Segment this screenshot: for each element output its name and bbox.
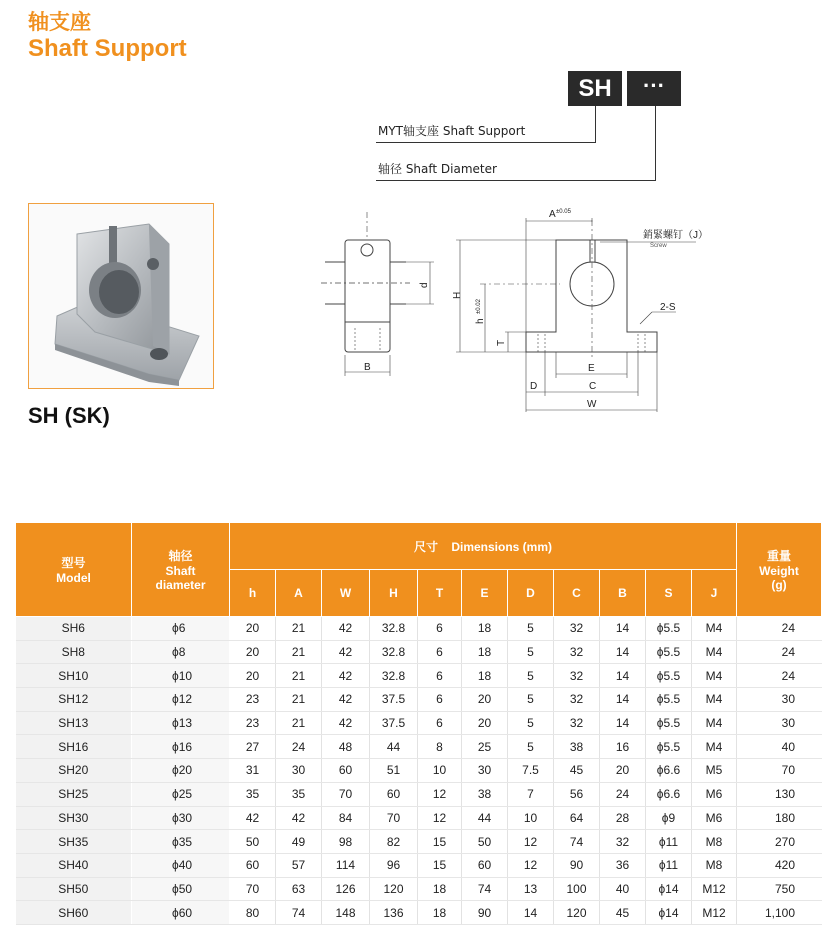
- cell-b: 32: [600, 830, 646, 854]
- cell-shaft-diameter: ϕ12: [132, 688, 230, 712]
- cell-h: 120: [370, 877, 418, 901]
- cell-c: 45: [554, 759, 600, 783]
- cell-weight: 180: [737, 806, 822, 830]
- cell-s: ϕ5.5: [646, 640, 692, 664]
- cell-h: 60: [230, 853, 276, 877]
- cell-w: 42: [322, 640, 370, 664]
- cell-d: 7.5: [508, 759, 554, 783]
- label-E: E: [588, 363, 595, 374]
- cell-shaft-diameter: ϕ35: [132, 830, 230, 854]
- cell-b: 14: [600, 664, 646, 688]
- cell-h: 96: [370, 853, 418, 877]
- cell-w: 60: [322, 759, 370, 783]
- cell-e: 25: [462, 735, 508, 759]
- table-row: [16, 711, 822, 735]
- header-dims-en: Dimensions (mm): [451, 539, 553, 554]
- cell-t: 6: [418, 688, 462, 712]
- header-model-cn: 型号: [61, 556, 86, 570]
- label-h: h: [475, 318, 486, 324]
- cell-c: 120: [554, 901, 600, 925]
- cell-h: 27: [230, 735, 276, 759]
- cell-e: 20: [462, 711, 508, 735]
- cell-weight: 270: [737, 830, 822, 854]
- cell-h: 37.5: [370, 688, 418, 712]
- code-line-dia-vertical: [655, 106, 656, 181]
- cell-weight: 30: [737, 711, 822, 735]
- cell-model: SH60: [16, 901, 132, 925]
- cell-j: M8: [692, 853, 737, 877]
- cell-w: 48: [322, 735, 370, 759]
- label-screw: Screw: [650, 243, 667, 249]
- cell-h: 37.5: [370, 711, 418, 735]
- cell-b: 40: [600, 877, 646, 901]
- cell-d: 5: [508, 617, 554, 641]
- cell-t: 12: [418, 806, 462, 830]
- cell-d: 5: [508, 664, 554, 688]
- cell-weight: 130: [737, 782, 822, 806]
- cell-e: 90: [462, 901, 508, 925]
- cell-h: 20: [230, 617, 276, 641]
- product-photo: [28, 203, 214, 389]
- label-C: C: [589, 381, 597, 392]
- header-model-en: Model: [56, 571, 91, 585]
- label-S: 2-S: [660, 302, 676, 313]
- model-code-suffix: ···: [627, 71, 681, 106]
- header-shaft-cn: 轴径: [168, 549, 193, 563]
- cell-model: SH35: [16, 830, 132, 854]
- cell-h: 50: [230, 830, 276, 854]
- table-row: [16, 664, 822, 688]
- cell-h: 32.8: [370, 664, 418, 688]
- code-line-type-vertical: [595, 106, 596, 143]
- cell-h: 20: [230, 664, 276, 688]
- table-row: [16, 640, 822, 664]
- cell-c: 32: [554, 617, 600, 641]
- cell-e: 50: [462, 830, 508, 854]
- cell-h: 42: [230, 806, 276, 830]
- cell-j: M8: [692, 830, 737, 854]
- cell-j: M4: [692, 617, 737, 641]
- cell-a: 21: [276, 711, 322, 735]
- header-shaft: [132, 523, 230, 617]
- label-B: B: [364, 362, 371, 373]
- cell-w: 84: [322, 806, 370, 830]
- header-dim-d: D: [508, 570, 554, 617]
- cell-b: 14: [600, 711, 646, 735]
- cell-weight: 24: [737, 640, 822, 664]
- cell-d: 5: [508, 688, 554, 712]
- cell-a: 49: [276, 830, 322, 854]
- cell-j: M12: [692, 901, 737, 925]
- cell-d: 10: [508, 806, 554, 830]
- cell-a: 21: [276, 664, 322, 688]
- table-row: [16, 806, 822, 830]
- header-dims-cn: 尺寸: [413, 539, 438, 554]
- cell-c: 32: [554, 664, 600, 688]
- header-dim-b: B: [600, 570, 646, 617]
- cell-t: 6: [418, 617, 462, 641]
- cell-a: 35: [276, 782, 322, 806]
- page-title-cn: 轴支座: [28, 10, 91, 34]
- cell-h: 80: [230, 901, 276, 925]
- cell-d: 14: [508, 901, 554, 925]
- header-dim-h: h: [230, 570, 276, 617]
- cell-model: SH25: [16, 782, 132, 806]
- cell-w: 114: [322, 853, 370, 877]
- table-row: [16, 782, 822, 806]
- cell-h: 82: [370, 830, 418, 854]
- cell-j: M4: [692, 640, 737, 664]
- cell-j: M4: [692, 664, 737, 688]
- cell-e: 20: [462, 688, 508, 712]
- cell-h: 44: [370, 735, 418, 759]
- cell-model: SH16: [16, 735, 132, 759]
- cell-s: ϕ6.6: [646, 782, 692, 806]
- cell-b: 24: [600, 782, 646, 806]
- cell-s: ϕ5.5: [646, 711, 692, 735]
- cell-a: 42: [276, 806, 322, 830]
- cell-a: 21: [276, 688, 322, 712]
- cell-w: 42: [322, 711, 370, 735]
- cell-e: 18: [462, 664, 508, 688]
- cell-s: ϕ5.5: [646, 735, 692, 759]
- cell-b: 45: [600, 901, 646, 925]
- cell-weight: 24: [737, 617, 822, 641]
- cell-h: 60: [370, 782, 418, 806]
- cell-h: 23: [230, 711, 276, 735]
- cell-b: 14: [600, 688, 646, 712]
- cell-a: 21: [276, 640, 322, 664]
- cell-j: M4: [692, 711, 737, 735]
- cell-shaft-diameter: ϕ40: [132, 853, 230, 877]
- cell-a: 21: [276, 617, 322, 641]
- cell-b: 36: [600, 853, 646, 877]
- label-h-tol: ±0.02: [476, 299, 482, 314]
- label-T: T: [496, 339, 507, 346]
- cell-h: 31: [230, 759, 276, 783]
- cell-h: 70: [230, 877, 276, 901]
- cell-h: 70: [370, 806, 418, 830]
- table-row: [16, 830, 822, 854]
- cell-model: SH8: [16, 640, 132, 664]
- table-row: [16, 735, 822, 759]
- code-line-dia-horizontal: [376, 180, 656, 181]
- cell-weight: 40: [737, 735, 822, 759]
- cell-w: 148: [322, 901, 370, 925]
- label-D: D: [530, 381, 538, 392]
- cell-d: 7: [508, 782, 554, 806]
- cell-t: 15: [418, 853, 462, 877]
- cell-t: 8: [418, 735, 462, 759]
- cell-a: 24: [276, 735, 322, 759]
- table-row: [16, 617, 822, 641]
- cell-model: SH12: [16, 688, 132, 712]
- table-row: [16, 759, 822, 783]
- cell-s: ϕ14: [646, 901, 692, 925]
- cell-e: 44: [462, 806, 508, 830]
- label-J: 銷緊螺钉（J）: [643, 230, 708, 241]
- cell-d: 13: [508, 877, 554, 901]
- cell-weight: 24: [737, 664, 822, 688]
- cell-t: 10: [418, 759, 462, 783]
- model-code-prefix: SH: [568, 71, 622, 106]
- cell-b: 28: [600, 806, 646, 830]
- cell-s: ϕ6.6: [646, 759, 692, 783]
- cell-e: 60: [462, 853, 508, 877]
- cell-shaft-diameter: ϕ25: [132, 782, 230, 806]
- cell-w: 98: [322, 830, 370, 854]
- cell-shaft-diameter: ϕ6: [132, 617, 230, 641]
- cell-d: 5: [508, 711, 554, 735]
- cell-model: SH50: [16, 877, 132, 901]
- cell-shaft-diameter: ϕ20: [132, 759, 230, 783]
- header-dim-h: H: [370, 570, 418, 617]
- cell-model: SH40: [16, 853, 132, 877]
- cell-h: 136: [370, 901, 418, 925]
- cell-c: 32: [554, 711, 600, 735]
- cell-j: M6: [692, 782, 737, 806]
- cell-shaft-diameter: ϕ30: [132, 806, 230, 830]
- label-A: A: [549, 209, 556, 220]
- cell-h: 32.8: [370, 617, 418, 641]
- label-A-tol: ±0.05: [556, 209, 571, 215]
- cell-t: 6: [418, 664, 462, 688]
- cell-w: 42: [322, 617, 370, 641]
- cell-j: M12: [692, 877, 737, 901]
- cell-w: 42: [322, 688, 370, 712]
- cell-w: 126: [322, 877, 370, 901]
- spec-table: [15, 522, 822, 925]
- cell-shaft-diameter: ϕ8: [132, 640, 230, 664]
- cell-shaft-diameter: ϕ50: [132, 877, 230, 901]
- header-dim-j: J: [692, 570, 737, 617]
- cell-t: 6: [418, 711, 462, 735]
- cell-b: 20: [600, 759, 646, 783]
- cell-shaft-diameter: ϕ16: [132, 735, 230, 759]
- cell-weight: 30: [737, 688, 822, 712]
- cell-h: 51: [370, 759, 418, 783]
- label-W: W: [587, 399, 597, 410]
- cell-h: 32.8: [370, 640, 418, 664]
- cell-c: 32: [554, 688, 600, 712]
- header-dim-t: T: [418, 570, 462, 617]
- front-view: [480, 220, 657, 360]
- cell-model: SH6: [16, 617, 132, 641]
- label-H: H: [452, 291, 463, 299]
- table-row: [16, 901, 822, 925]
- cell-weight: 420: [737, 853, 822, 877]
- cell-b: 14: [600, 617, 646, 641]
- cell-a: 57: [276, 853, 322, 877]
- cell-c: 90: [554, 853, 600, 877]
- cell-b: 14: [600, 640, 646, 664]
- cell-s: ϕ5.5: [646, 617, 692, 641]
- cell-s: ϕ14: [646, 877, 692, 901]
- cell-model: SH13: [16, 711, 132, 735]
- header-shaft-en: Shaft diameter: [155, 564, 206, 592]
- side-view: [321, 212, 434, 376]
- cell-h: 23: [230, 688, 276, 712]
- cell-t: 15: [418, 830, 462, 854]
- cell-t: 12: [418, 782, 462, 806]
- cell-model: SH20: [16, 759, 132, 783]
- dimension-drawing: [315, 205, 708, 420]
- cell-e: 30: [462, 759, 508, 783]
- cell-h: 20: [230, 640, 276, 664]
- cell-a: 63: [276, 877, 322, 901]
- table-row: [16, 877, 822, 901]
- header-dim-c: C: [554, 570, 600, 617]
- cell-s: ϕ11: [646, 830, 692, 854]
- table-row: [16, 688, 822, 712]
- header-weight-cn: 重量: [766, 549, 791, 563]
- cell-j: M4: [692, 688, 737, 712]
- cell-d: 12: [508, 853, 554, 877]
- cell-e: 74: [462, 877, 508, 901]
- code-label-diameter: 轴径 Shaft Diameter: [378, 162, 497, 176]
- cell-c: 38: [554, 735, 600, 759]
- cell-a: 30: [276, 759, 322, 783]
- code-label-type: MYT轴支座 Shaft Support: [378, 124, 526, 138]
- cell-t: 6: [418, 640, 462, 664]
- cell-s: ϕ11: [646, 853, 692, 877]
- cell-c: 74: [554, 830, 600, 854]
- label-d: d: [419, 282, 430, 288]
- cell-d: 5: [508, 640, 554, 664]
- cell-c: 56: [554, 782, 600, 806]
- header-dimensions: [230, 523, 737, 570]
- header-dim-w: W: [322, 570, 370, 617]
- cell-w: 70: [322, 782, 370, 806]
- cell-e: 18: [462, 640, 508, 664]
- table-row: [16, 853, 822, 877]
- cell-shaft-diameter: ϕ13: [132, 711, 230, 735]
- cell-c: 100: [554, 877, 600, 901]
- cell-model: SH10: [16, 664, 132, 688]
- header-weight-en: Weight (g): [759, 564, 799, 592]
- header-dim-s: S: [646, 570, 692, 617]
- cell-s: ϕ5.5: [646, 664, 692, 688]
- header-dim-a: A: [276, 570, 322, 617]
- cell-j: M4: [692, 735, 737, 759]
- cell-weight: 70: [737, 759, 822, 783]
- page-title-en: Shaft Support: [28, 35, 187, 62]
- model-title: SH (SK): [28, 403, 110, 428]
- cell-j: M5: [692, 759, 737, 783]
- cell-c: 64: [554, 806, 600, 830]
- cell-w: 42: [322, 664, 370, 688]
- cell-b: 16: [600, 735, 646, 759]
- cell-a: 74: [276, 901, 322, 925]
- header-weight: [737, 523, 822, 617]
- cell-t: 18: [418, 901, 462, 925]
- cell-e: 18: [462, 617, 508, 641]
- header-dim-e: E: [462, 570, 508, 617]
- cell-s: ϕ5.5: [646, 688, 692, 712]
- shaft-support-illustration: [29, 204, 213, 388]
- cell-weight: 1,100: [737, 901, 822, 925]
- cell-d: 5: [508, 735, 554, 759]
- cell-j: M6: [692, 806, 737, 830]
- cell-e: 38: [462, 782, 508, 806]
- cell-model: SH30: [16, 806, 132, 830]
- cell-s: ϕ9: [646, 806, 692, 830]
- header-model: [16, 523, 132, 617]
- cell-d: 12: [508, 830, 554, 854]
- code-line-type-horizontal: [376, 142, 596, 143]
- cell-weight: 750: [737, 877, 822, 901]
- cell-shaft-diameter: ϕ60: [132, 901, 230, 925]
- cell-h: 35: [230, 782, 276, 806]
- cell-t: 18: [418, 877, 462, 901]
- cell-c: 32: [554, 640, 600, 664]
- cell-shaft-diameter: ϕ10: [132, 664, 230, 688]
